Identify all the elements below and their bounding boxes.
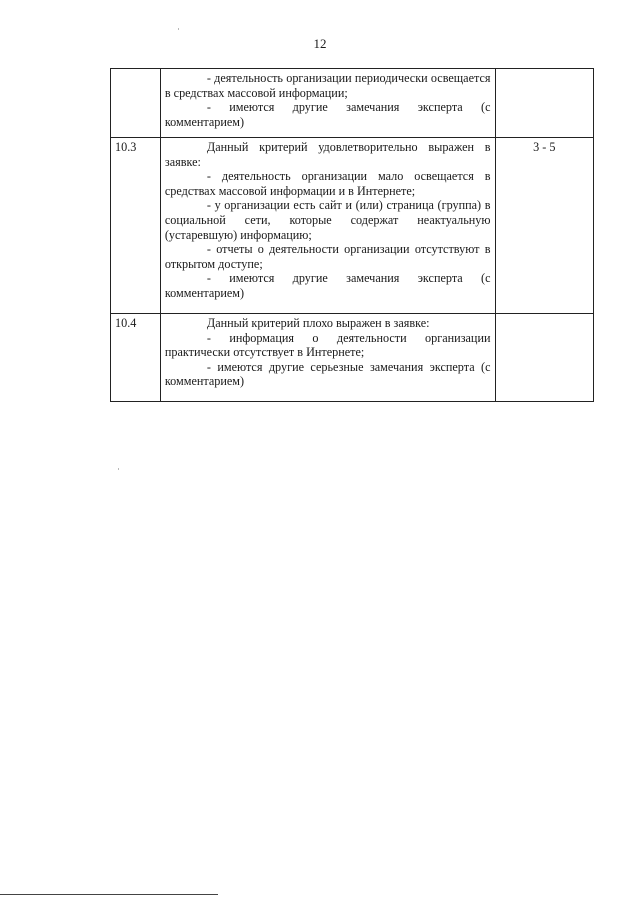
- criterion-number: 10.3: [111, 138, 161, 314]
- criterion-line: Данный критерий плохо выражен в заявке:: [206, 316, 430, 330]
- table-row: [111, 314, 594, 402]
- criterion-score: 3 - 5: [495, 138, 594, 314]
- criterion-line: - деятельность организации периодически освещается в средствах массовой информации;: [164, 71, 491, 100]
- criterion-line: Данный критерий удовлетворительно выражен в заявке:: [164, 140, 491, 169]
- table-row: [111, 138, 594, 314]
- criterion-line: - имеются другие замечания эксперта (с комментарием): [164, 100, 491, 129]
- criterion-score: [495, 69, 594, 138]
- criterion-number: 10.4: [111, 314, 161, 402]
- scan-mark-left: [118, 468, 119, 470]
- criterion-description: [160, 138, 495, 314]
- footer-rule: [0, 894, 218, 895]
- criterion-number: [111, 69, 161, 138]
- table-row: [111, 69, 594, 138]
- criterion-line: - деятельность организации мало освещается в средствах массовой информации и в Интернете;: [164, 169, 491, 198]
- criterion-line: - у организации есть сайт и (или) страница (группа) в социальной сети, которые содержат неактуальную (устаревшую) информацию;: [164, 198, 491, 242]
- criterion-score: [495, 314, 594, 402]
- criteria-table: [110, 68, 594, 402]
- criterion-line: - информация о деятельности организации практически отсутствует в Интернете;: [164, 330, 491, 360]
- scan-mark-top: [178, 28, 179, 30]
- criterion-line: - имеются другие серьезные замечания эксперта (с комментарием): [164, 359, 491, 389]
- page-number: 12: [313, 36, 327, 51]
- criterion-description: [160, 69, 495, 138]
- criterion-line: - отчеты о деятельности организации отсутствуют в открытом доступе;: [164, 242, 491, 271]
- criterion-line: - имеются другие замечания эксперта (с комментарием): [164, 271, 491, 300]
- criterion-description: [160, 314, 495, 402]
